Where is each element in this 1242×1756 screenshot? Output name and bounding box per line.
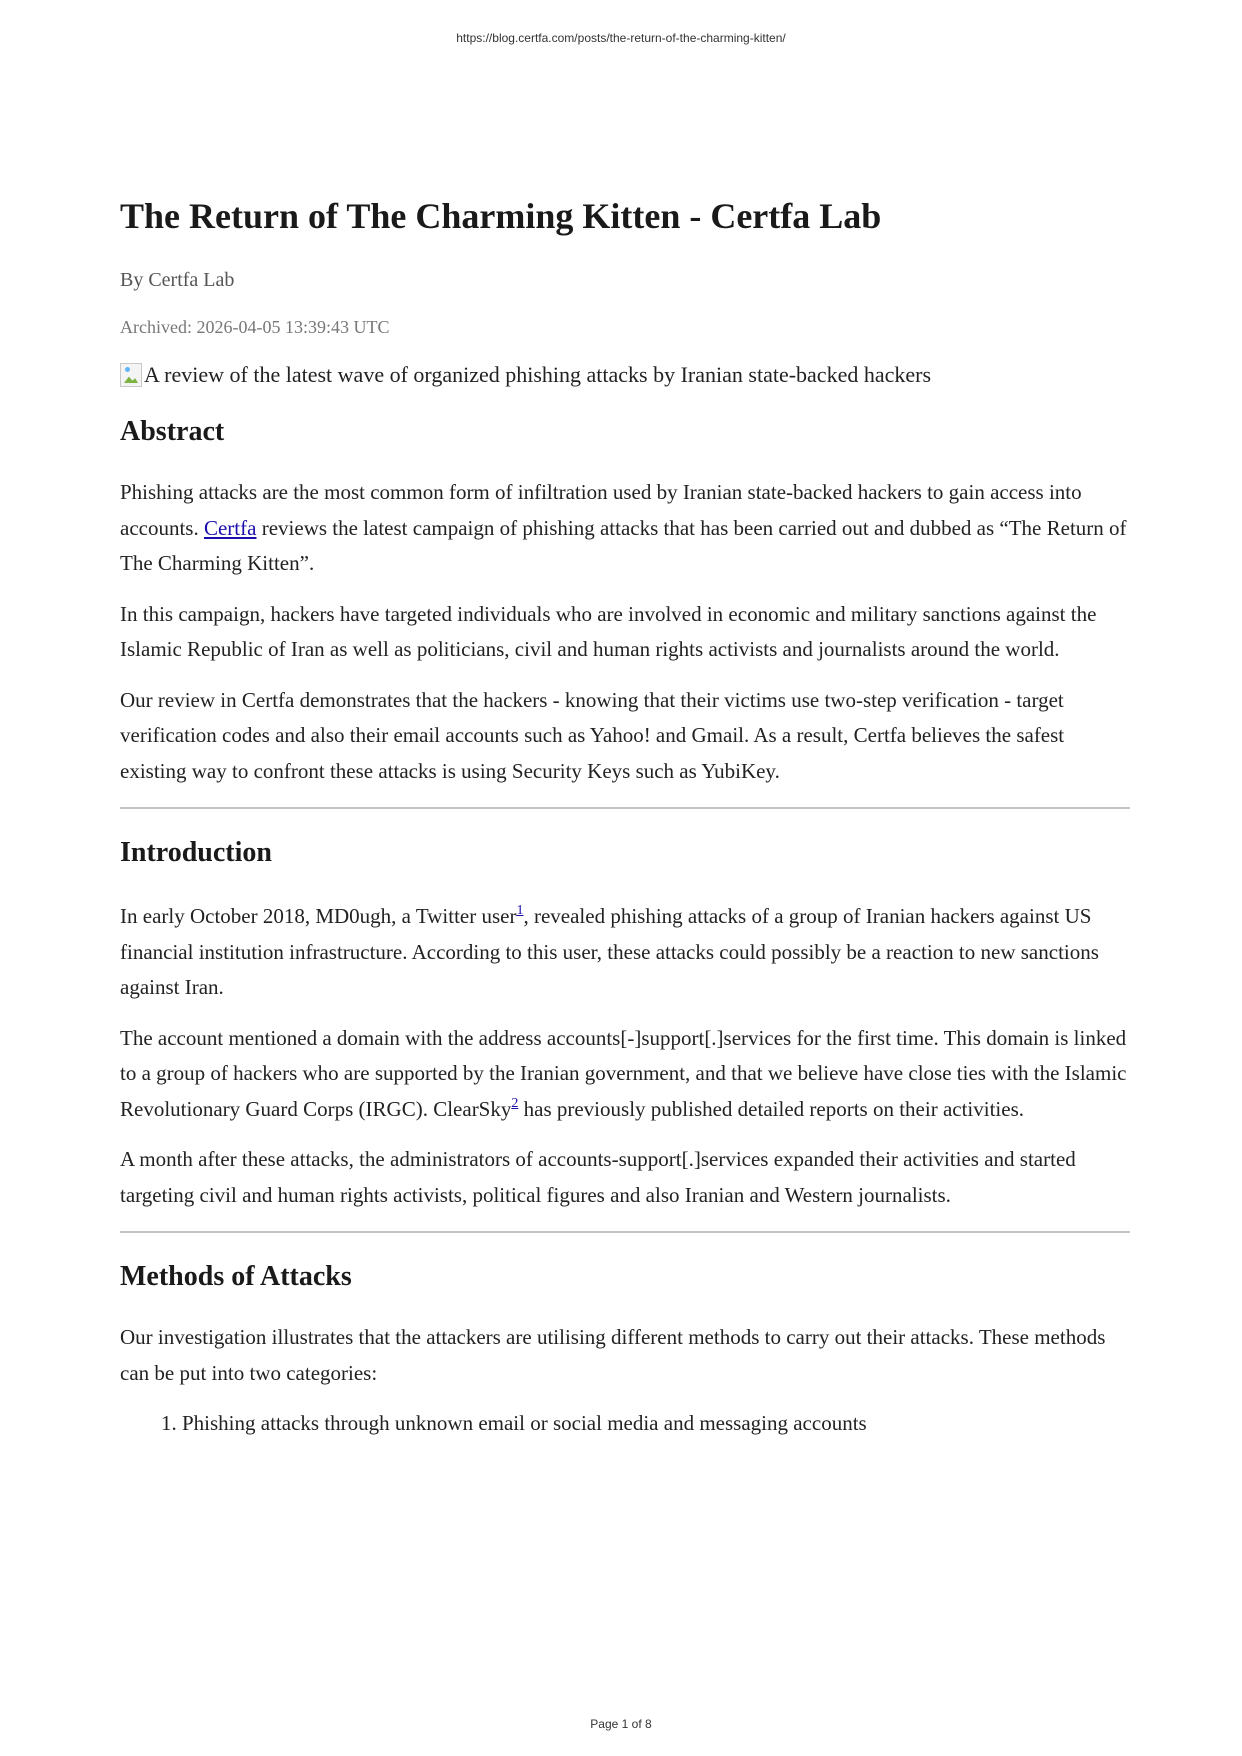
introduction-paragraph-1: In early October 2018, MD0ugh, a Twitter user$^1$, revealed phishing attacks of a group of Iranian hackers against US financial institution infrastructure. According to this user, these attacks could possibly be a reaction to new sanctions against Iran. [120,903,1099,999]
introduction-heading: Introduction [120,837,272,868]
article [120,190,1130,1442]
hero-image-alt-text: A review of the latest wave of organized phishing attacks by Iranian state-backed hackers [144,362,932,387]
archived-timestamp: Archived: 2026-04-05 13:39:43 UTC [120,317,390,337]
methods-paragraph-1: Our investigation illustrates that the attackers are utilising different methods to carry out their attacks. These methods can be put into two categories: [120,1325,1106,1385]
introduction-paragraph-3: A month after these attacks, the administrators of accounts-support[.]services expanded their activities and started targeting civil and human rights activists, political figures and also Iranian and Western journalists. [120,1147,1076,1207]
broken-image-icon [120,363,142,387]
abstract-paragraph-1: Phishing attacks are the most common form of infiltration used by Iranian state-backed hackers to gain access into accounts. Certfa reviews the latest campaign of phishing attacks that has been carried out and dubbed as “The Return of The Charming Kitten”. [120,480,1127,575]
abstract-paragraph-3: Our review in Certfa demonstrates that the hackers - knowing that their victims use two-step verification - target verification codes and also their email accounts such as Yahoo! and Gmail. As a result, Certfa believes the safest existing way to confront these attacks is using Security Keys such as YubiKey. [120,687,1065,783]
footnote-ref-1[interactable]: 1 [516,903,524,918]
byline: By Certfa Lab [120,269,235,291]
abstract-paragraph-2: In this campaign, hackers have targeted individuals who are involved in economic and military sanctions against the Islamic Republic of Iran as well as politicians, civil and human rights activists and journalists around the world. [120,601,1097,661]
article-title: The Return of The Charming Kitten - Certfa Lab [120,196,882,236]
methods-list [120,1406,1130,1442]
hero-image [120,359,1130,391]
section-divider [120,1231,1130,1233]
introduction-paragraph-2: The account mentioned a domain with the address accounts[-]support[.]services for the first time. This domain is linked to a group of hackers who are supported by the Iranian government, and that we believe have close ties with the Islamic Revolutionary Guard Corps (IRGC). ClearSky$^2$ has previously published detailed reports on their activities. [120,1025,1127,1121]
page-number: Page 1 of 8 [590,1717,652,1731]
certfa-link[interactable]: Certfa [203,515,257,540]
print-url-header: https://blog.certfa.com/posts/the-return-of-the-charming-kitten/ [456,31,786,45]
methods-heading: Methods of Attacks [120,1261,352,1292]
footnote-ref-2[interactable]: 2 [511,1095,519,1111]
abstract-heading: Abstract [120,416,225,447]
list-item: 1. Phishing attacks through unknown email or social media and messaging accounts [182,1406,1130,1442]
section-divider [120,807,1130,809]
